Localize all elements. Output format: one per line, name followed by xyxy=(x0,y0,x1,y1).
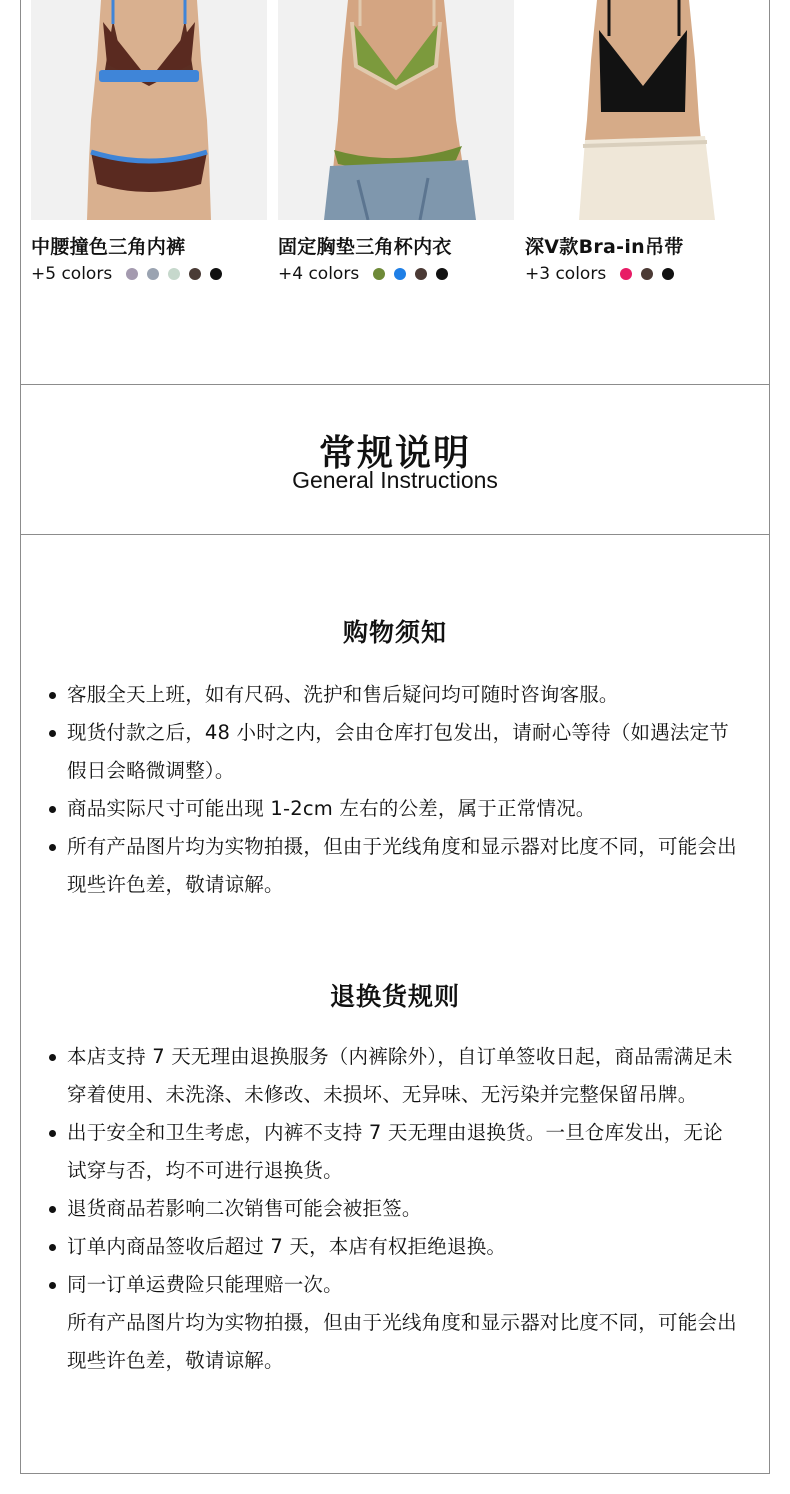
list-item-text: 客服全天上班，如有尺码、洗护和售后疑问均可随时咨询客服。 xyxy=(67,683,619,706)
product-name[interactable]: 深V款Bra-in吊带 xyxy=(525,236,684,258)
list-item xyxy=(21,1114,741,1190)
model-brown-bikini-image xyxy=(31,0,267,220)
list-item xyxy=(21,828,741,904)
return-policy-list xyxy=(21,1038,741,1380)
color-swatch[interactable] xyxy=(620,268,632,280)
color-swatch[interactable] xyxy=(126,268,138,280)
bullet-icon xyxy=(49,1282,56,1289)
list-item xyxy=(21,1228,741,1266)
model-green-bra-image xyxy=(278,0,514,220)
list-item xyxy=(21,1038,741,1114)
list-item-text: 同一订单运费险只能理赔一次。 xyxy=(67,1273,343,1296)
shopping-notice-list xyxy=(21,676,741,904)
color-count: +5 colors xyxy=(31,264,113,284)
color-swatch[interactable] xyxy=(147,268,159,280)
list-item-text: 现货付款之后，48 小时之内，会由仓库打包发出，请耐心等待（如遇法定节假日会略微调整）。 xyxy=(67,721,730,782)
bullet-icon xyxy=(49,1054,56,1061)
bullet-icon xyxy=(49,692,56,699)
list-item xyxy=(21,1266,741,1380)
bullet-icon xyxy=(49,1130,56,1137)
bullet-icon xyxy=(49,844,56,851)
section-title: 常规说明 xyxy=(318,433,471,474)
list-item-text: 本店支持 7 天无理由退换服务（内裤除外），自订单签收日起，商品需满足未穿着使用、未洗涤、未修改、未损坏、无异味、无污染并完整保留吊牌。 xyxy=(67,1045,733,1106)
bullet-icon xyxy=(49,1244,56,1251)
bullet-icon xyxy=(49,1206,56,1213)
color-swatch[interactable] xyxy=(436,268,448,280)
bullet-icon xyxy=(49,806,56,813)
list-item xyxy=(21,714,741,790)
color-options xyxy=(31,264,222,284)
list-item-extra-text: 所有产品图片均为实物拍摄，但由于光线角度和显示器对比度不同，可能会出现些许色差，敬请谅解。 xyxy=(67,1311,737,1372)
color-swatch[interactable] xyxy=(415,268,427,280)
color-options xyxy=(525,264,674,284)
color-swatch[interactable] xyxy=(168,268,180,280)
product-photo[interactable] xyxy=(278,0,514,220)
swatch-group xyxy=(620,268,674,280)
list-item-text: 商品实际尺寸可能出现 1-2cm 左右的公差，属于正常情况。 xyxy=(67,797,596,820)
product-photo[interactable] xyxy=(31,0,267,220)
swatch-group xyxy=(373,268,448,280)
color-swatch[interactable] xyxy=(394,268,406,280)
color-count: +4 colors xyxy=(278,264,360,284)
color-swatch[interactable] xyxy=(373,268,385,280)
product-name[interactable]: 固定胸垫三角杯内衣 xyxy=(278,236,452,258)
bullet-icon xyxy=(49,730,56,737)
model-black-camisole-image xyxy=(525,0,761,220)
color-swatch[interactable] xyxy=(189,268,201,280)
list-item-text: 出于安全和卫生考虑，内裤不支持 7 天无理由退换货。一旦仓库发出，无论试穿与否，均不可进行退换货。 xyxy=(67,1121,723,1182)
list-item-text: 订单内商品签收后超过 7 天，本店有权拒绝退换。 xyxy=(67,1235,507,1258)
return-policy-title: 退换货规则 xyxy=(329,982,460,1011)
product-name[interactable]: 中腰撞色三角内裤 xyxy=(31,236,186,258)
general-instructions-header xyxy=(20,385,770,535)
product-photo[interactable] xyxy=(525,0,761,220)
product-recommendations xyxy=(20,0,770,385)
color-options xyxy=(278,264,448,284)
list-item xyxy=(21,790,741,828)
color-swatch[interactable] xyxy=(662,268,674,280)
section-subtitle: General Instructions xyxy=(292,467,498,493)
list-item xyxy=(21,1190,741,1228)
color-swatch[interactable] xyxy=(641,268,653,280)
color-count: +3 colors xyxy=(525,264,607,284)
list-item-text: 退货商品若影响二次销售可能会被拒签。 xyxy=(67,1197,422,1220)
list-item xyxy=(21,676,741,714)
color-swatch[interactable] xyxy=(210,268,222,280)
swatch-group xyxy=(126,268,222,280)
list-item-text: 所有产品图片均为实物拍摄，但由于光线角度和显示器对比度不同，可能会出现些许色差，敬请谅解。 xyxy=(67,835,737,896)
shopping-notice-title: 购物须知 xyxy=(342,618,447,647)
notes-panel xyxy=(20,535,770,1474)
